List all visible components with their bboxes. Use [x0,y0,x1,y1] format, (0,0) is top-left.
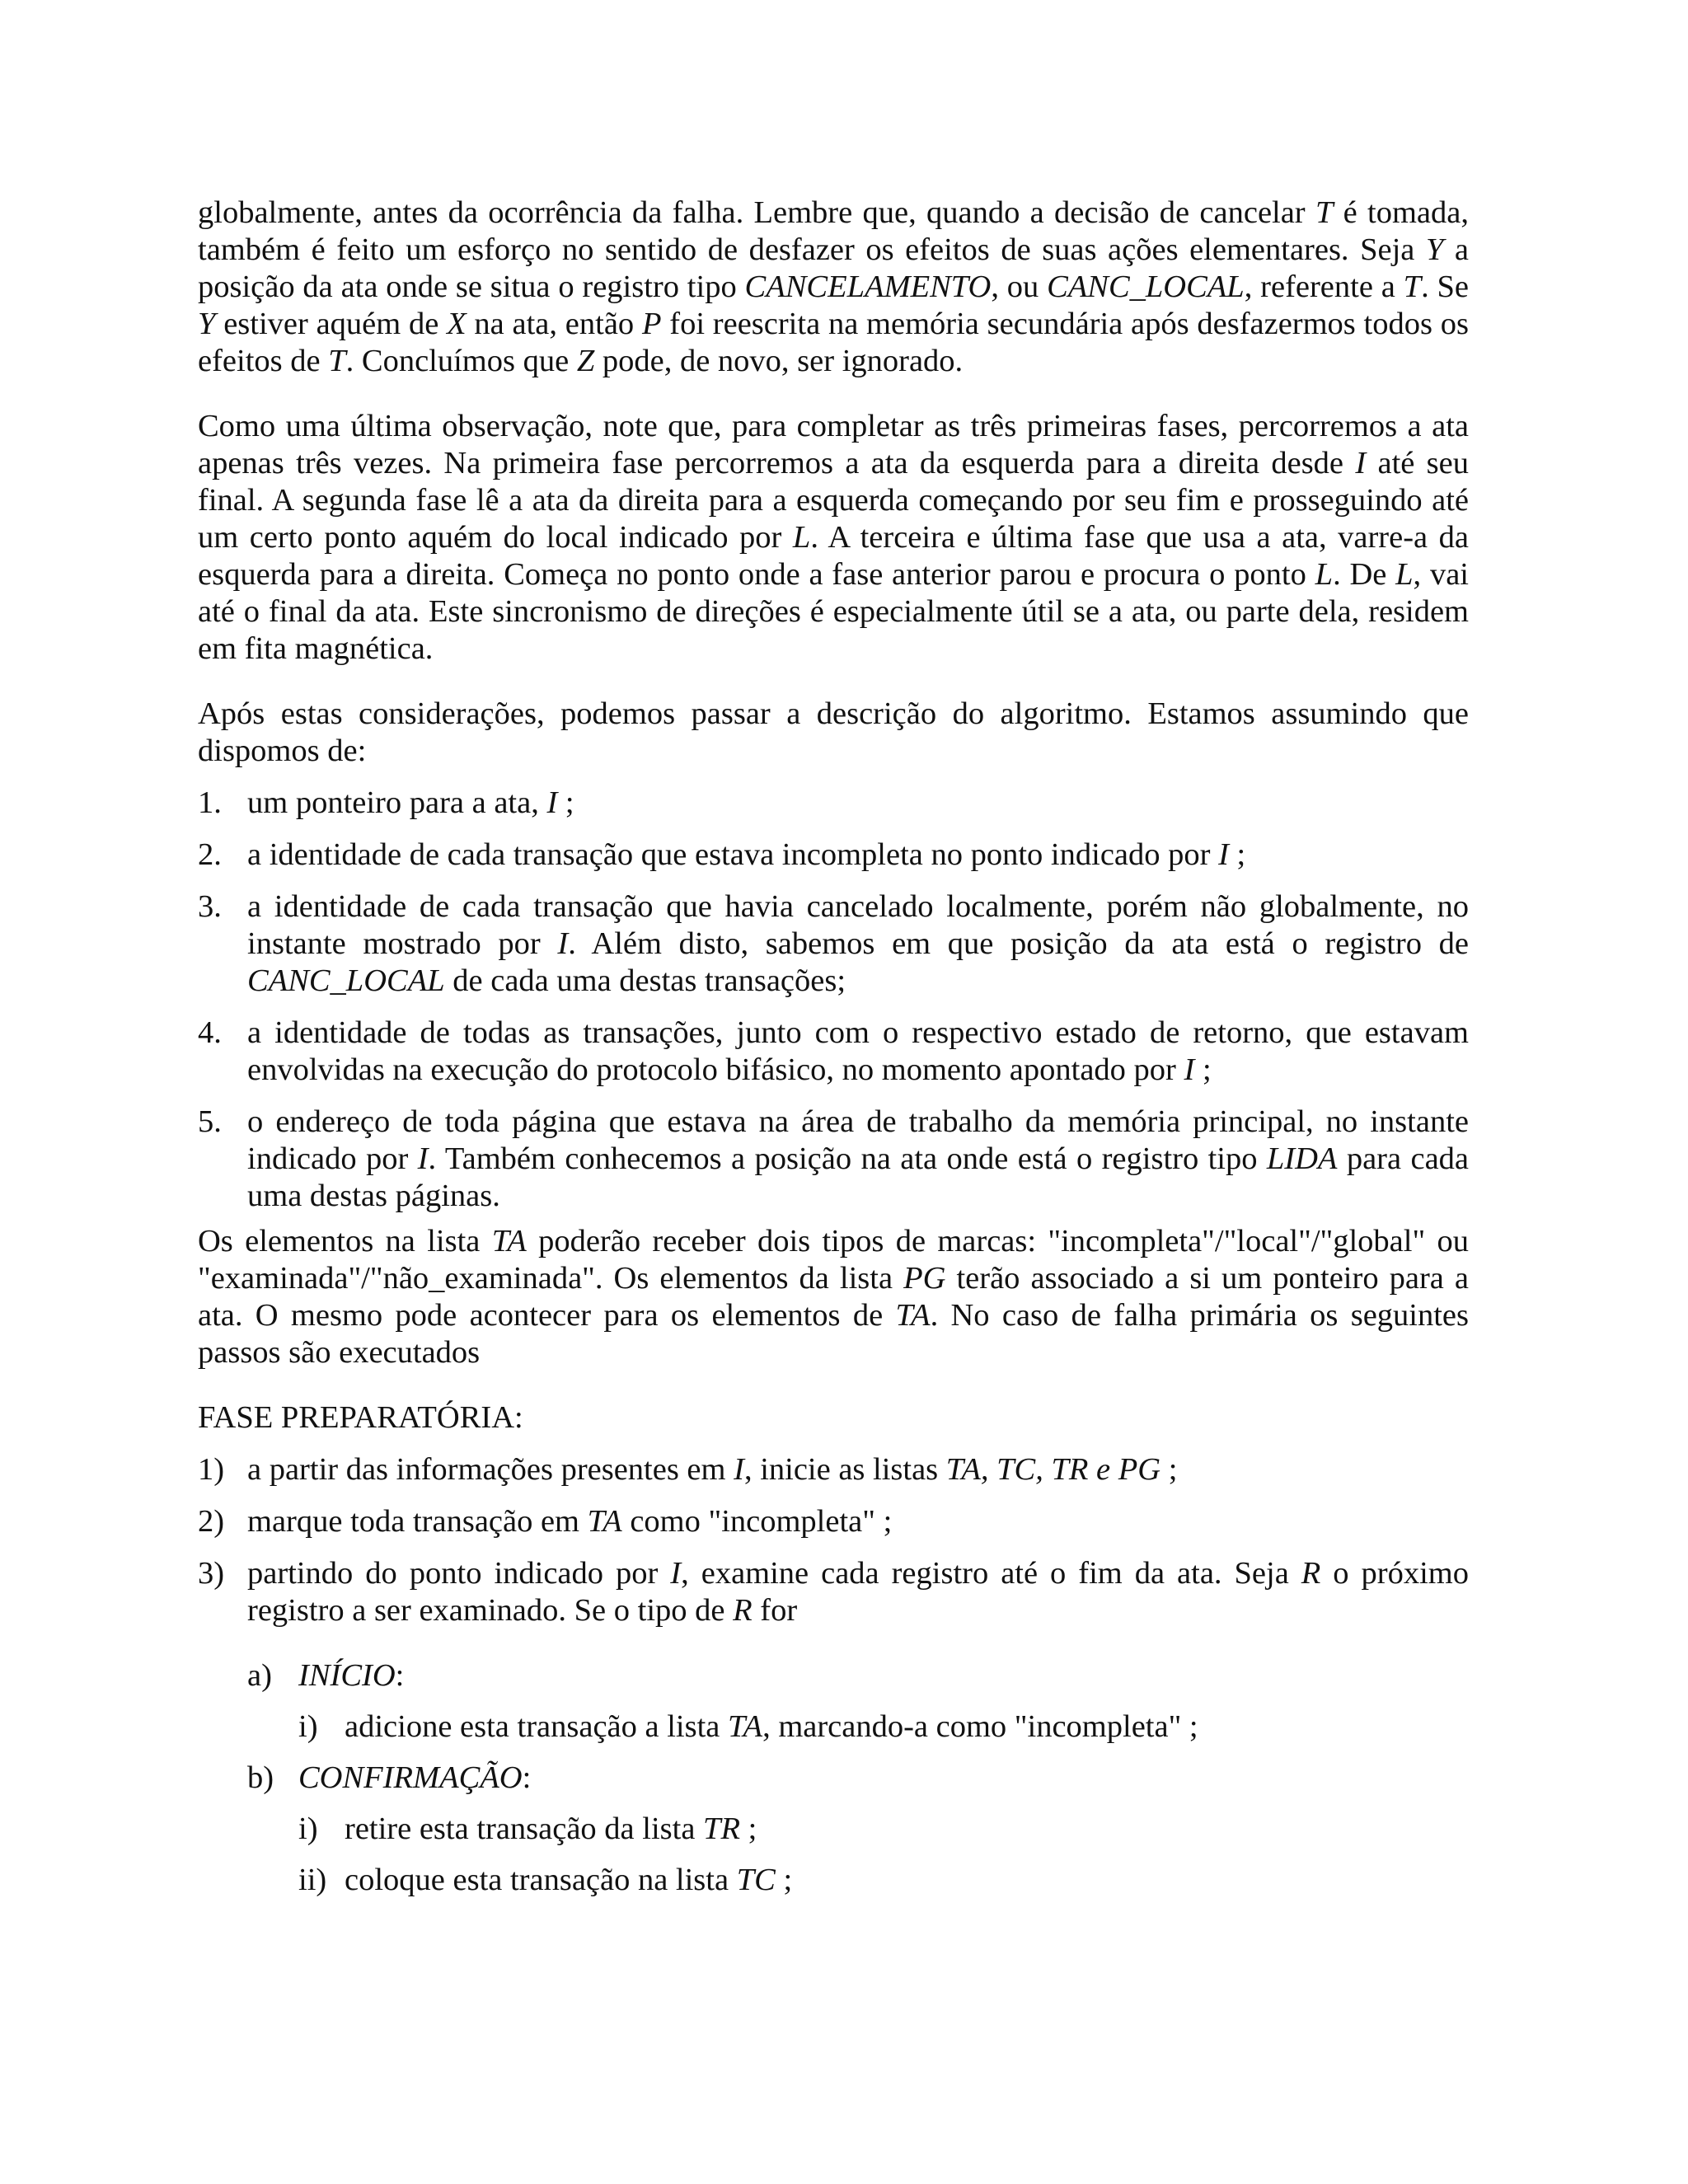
italic-term: L [1395,557,1414,592]
list-item [198,1015,1469,1089]
sub-sub-item-text: retire esta transação da lista TR ; [345,1811,757,1846]
italic-term: I [734,1452,744,1487]
italic-term: I [1184,1052,1195,1087]
italic-term: CONFIRMAÇÃO [298,1760,523,1795]
list-item-number: 2. [198,837,222,872]
italic-term: P [641,307,662,341]
italic-term: I [546,785,558,820]
sub-item-b [198,1760,1469,1797]
list-item [198,1451,1469,1488]
italic-term: R [733,1593,753,1628]
paragraph-1: globalmente, antes da ocorrência da falha. Lembre que, quando a decisão de cancelar T é tomada, também é feito um esforço no sentido de desfazer os efeitos de suas ações elementares. Seja Y a posição da ata onde se situa o registro tipo CANCELAMENTO, ou CANC_LOCAL, referente a T. Se Y estiver aquém de X na ata, então P foi reescrita na memória secundária após desfazermos todos os efeitos de T. Concluímos que Z pode, de novo, ser ignorado. [198,195,1470,378]
section-heading: FASE PREPARATÓRIA: [198,1400,523,1435]
list-item [198,888,1469,1000]
list-item-number: 3) [198,1556,225,1591]
sub-sub-item-text: adicione esta transação a lista TA, marcando-a como "incompleta" ; [345,1709,1198,1744]
document-page [198,194,1469,1899]
italic-term: CANCELAMENTO [744,269,992,304]
sub-sub-item-label: ii) [298,1863,327,1897]
numbered-list-2 [198,1451,1469,1629]
italic-term: CANC_LOCAL [1047,269,1245,304]
list-item-text: a identidade de cada transação que havia cancelado localmente, porém não globalmente, no instante mostrado por I. Além disto, sabemos em que posição da ata está o registro de CANC_LOCAL de cada uma destas transações; [247,889,1469,998]
italic-term: I [670,1556,682,1591]
sub-item-label: b) [247,1760,274,1795]
sub-item-text: CONFIRMAÇÃO: [298,1760,532,1795]
sub-sub-item [198,1862,1469,1899]
italic-term: T [1403,269,1422,304]
italic-term: T [328,344,346,378]
list-item-text: a identidade de todas as transações, junto com o respectivo estado de retorno, que estavam envolvidas na execução do protocolo bifásico, no momento apontado por I ; [247,1015,1469,1087]
list-item-text: a partir das informações presentes em I, inicie as listas TA, TC, TR e PG ; [247,1452,1178,1487]
list-item [198,837,1469,874]
list-item-number: 4. [198,1015,222,1050]
list-item-text: o endereço de toda página que estava na área de trabalho da memória principal, no instante indicado por I. Também conhecemos a posição na ata onde está o registro tipo LIDA para cada uma destas páginas. [247,1104,1469,1213]
sub-sub-item-label: i) [298,1709,318,1744]
italic-term: LIDA [1266,1141,1338,1176]
numbered-list-1 [198,785,1469,1215]
italic-term: INÍCIO [298,1658,396,1693]
list-item-text: a identidade de cada transação que estava incompleta no ponto indicado por I ; [247,837,1246,872]
italic-term: L [792,520,811,555]
italic-term: I [557,926,569,961]
italic-term: TA [491,1224,527,1258]
list-item-text: partindo do ponto indicado por I, examine cada registro até o fim da ata. Seja R o próximo registro a ser examinado. Se o tipo de R for [247,1556,1470,1628]
list-item [198,785,1469,822]
list-item [198,1104,1469,1215]
italic-term: Y [1425,232,1444,267]
italic-term: PG [903,1261,946,1296]
italic-term: I [417,1141,429,1176]
list-item-text: um ponteiro para a ata, I ; [247,785,574,820]
italic-term: CANC_LOCAL [247,963,445,998]
italic-term: TR [703,1811,740,1846]
italic-term: I [1355,446,1367,480]
italic-term: TA, TC, TR e PG [945,1452,1161,1487]
italic-term: TC [736,1863,776,1897]
list-item-text: marque toda transação em TA como "incompleta" ; [247,1504,893,1539]
sub-sub-item [198,1708,1469,1746]
list-item [198,1555,1469,1629]
italic-term: L [1315,557,1334,592]
list-item-number: 1) [198,1452,225,1487]
italic-term: T [1315,195,1334,230]
italic-term: R [1301,1556,1321,1591]
sub-sub-item-label: i) [298,1811,318,1846]
italic-term: TA [728,1709,763,1744]
list-item-number: 3. [198,889,222,924]
italic-term: Y [198,307,216,341]
italic-term: Z [576,344,595,378]
list-item-number: 1. [198,785,222,820]
paragraph-3: Após estas considerações, podemos passar a descrição do algoritmo. Estamos assumindo que dispomos de: [198,696,1469,768]
list-item [198,1503,1469,1540]
italic-term: TA [895,1298,931,1333]
list-item-number: 2) [198,1504,225,1539]
paragraph-2: Como uma última observação, note que, para completar as três primeiras fases, percorremos a ata apenas três vezes. Na primeira fase percorremos a ata da esquerda para a direita desde I até seu final. A segunda fase lê a ata da direita para a esquerda começando por seu fim e prosseguindo até um certo ponto aquém do local indicado por L. A terceira e última fase que usa a ata, varre-a da esquerda para a direita. Começa no ponto onde a fase anterior parou e procura o ponto L. De L, vai até o final da ata. Este sincronismo de direções é especialmente útil se a ata, ou parte dela, residem em fita magnética. [198,409,1469,666]
italic-term: I [1218,837,1229,872]
sub-sub-item [198,1811,1469,1848]
sub-item-text: INÍCIO: [298,1658,405,1693]
sub-sub-item-text: coloque esta transação na lista TC ; [345,1863,793,1897]
italic-term: X [447,307,467,341]
italic-term: TA [587,1504,622,1539]
paragraph-4: Os elementos na lista TA poderão receber dois tipos de marcas: "incompleta"/"local"/"global" ou "examinada"/"não_examinada". Os elementos da lista PG terão associado a si um ponteiro para a ata. O mesmo pode acontecer para os elementos de TA. No caso de falha primária os seguintes passos são executados [198,1224,1470,1370]
list-item-number: 5. [198,1104,222,1139]
sub-item-label: a) [247,1658,272,1693]
sub-item-a [198,1657,1469,1694]
